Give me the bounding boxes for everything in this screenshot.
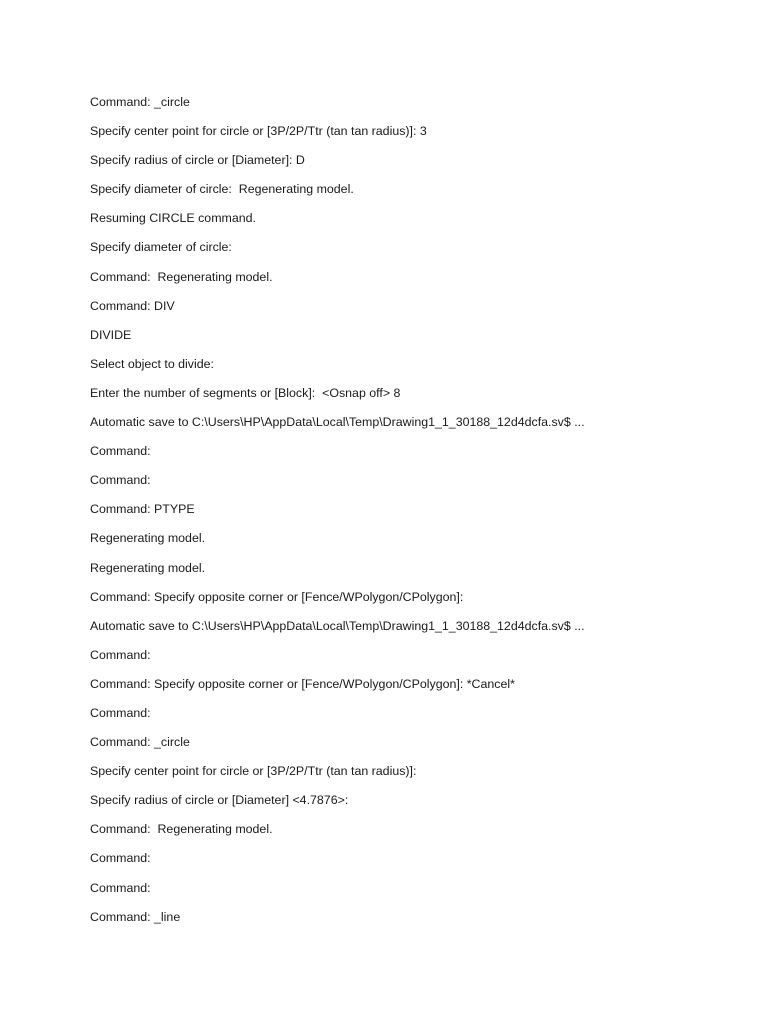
log-line: Command: (90, 647, 151, 662)
log-line: Command: (90, 851, 151, 866)
command-log (90, 92, 730, 936)
log-line: Automatic save to C:\Users\HP\AppData\Local\Temp\Drawing1_1_30188_12d4dcfa.sv$ ... (90, 415, 585, 430)
log-line: Specify radius of circle or [Diameter] <4.7876>: (90, 793, 349, 808)
log-line: Enter the number of segments or [Block]: <Osnap off> 8 (90, 385, 401, 400)
log-line: Command: (90, 880, 151, 895)
log-line: Specify radius of circle or [Diameter]: D (90, 153, 305, 168)
log-line: Command: _circle (90, 735, 190, 750)
log-line: DIVIDE (90, 327, 132, 342)
log-line: Command: (90, 705, 151, 720)
log-line: Command: _circle (90, 95, 190, 109)
log-line: Regenerating model. (90, 560, 206, 575)
log-line: Command: PTYPE (90, 502, 195, 517)
log-line: Regenerating model. (90, 531, 206, 546)
log-line: Specify diameter of circle: Regenerating model. (90, 182, 354, 197)
log-line: Command: Regenerating model. (90, 269, 273, 284)
log-line: Command: (90, 444, 151, 459)
log-line: Specify diameter of circle: (90, 240, 232, 255)
log-line: Resuming CIRCLE command. (90, 211, 256, 226)
log-line: Select object to divide: (90, 356, 214, 371)
log-line: Command: DIV (90, 298, 175, 313)
log-line: Command: Specify opposite corner or [Fence/WPolygon/CPolygon]: *Cancel* (90, 676, 515, 691)
log-line: Automatic save to C:\Users\HP\AppData\Local\Temp\Drawing1_1_30188_12d4dcfa.sv$ ... (90, 618, 585, 633)
log-line: Command: Specify opposite corner or [Fence/WPolygon/CPolygon]: (90, 589, 464, 604)
log-line: Command: (90, 473, 151, 488)
log-line: Command: Regenerating model. (90, 822, 273, 837)
log-line: Command: _line (90, 909, 181, 924)
log-line: Specify center point for circle or [3P/2P/Ttr (tan tan radius)]: (90, 764, 417, 779)
log-line: Specify center point for circle or [3P/2P/Ttr (tan tan radius)]: 3 (90, 124, 427, 139)
